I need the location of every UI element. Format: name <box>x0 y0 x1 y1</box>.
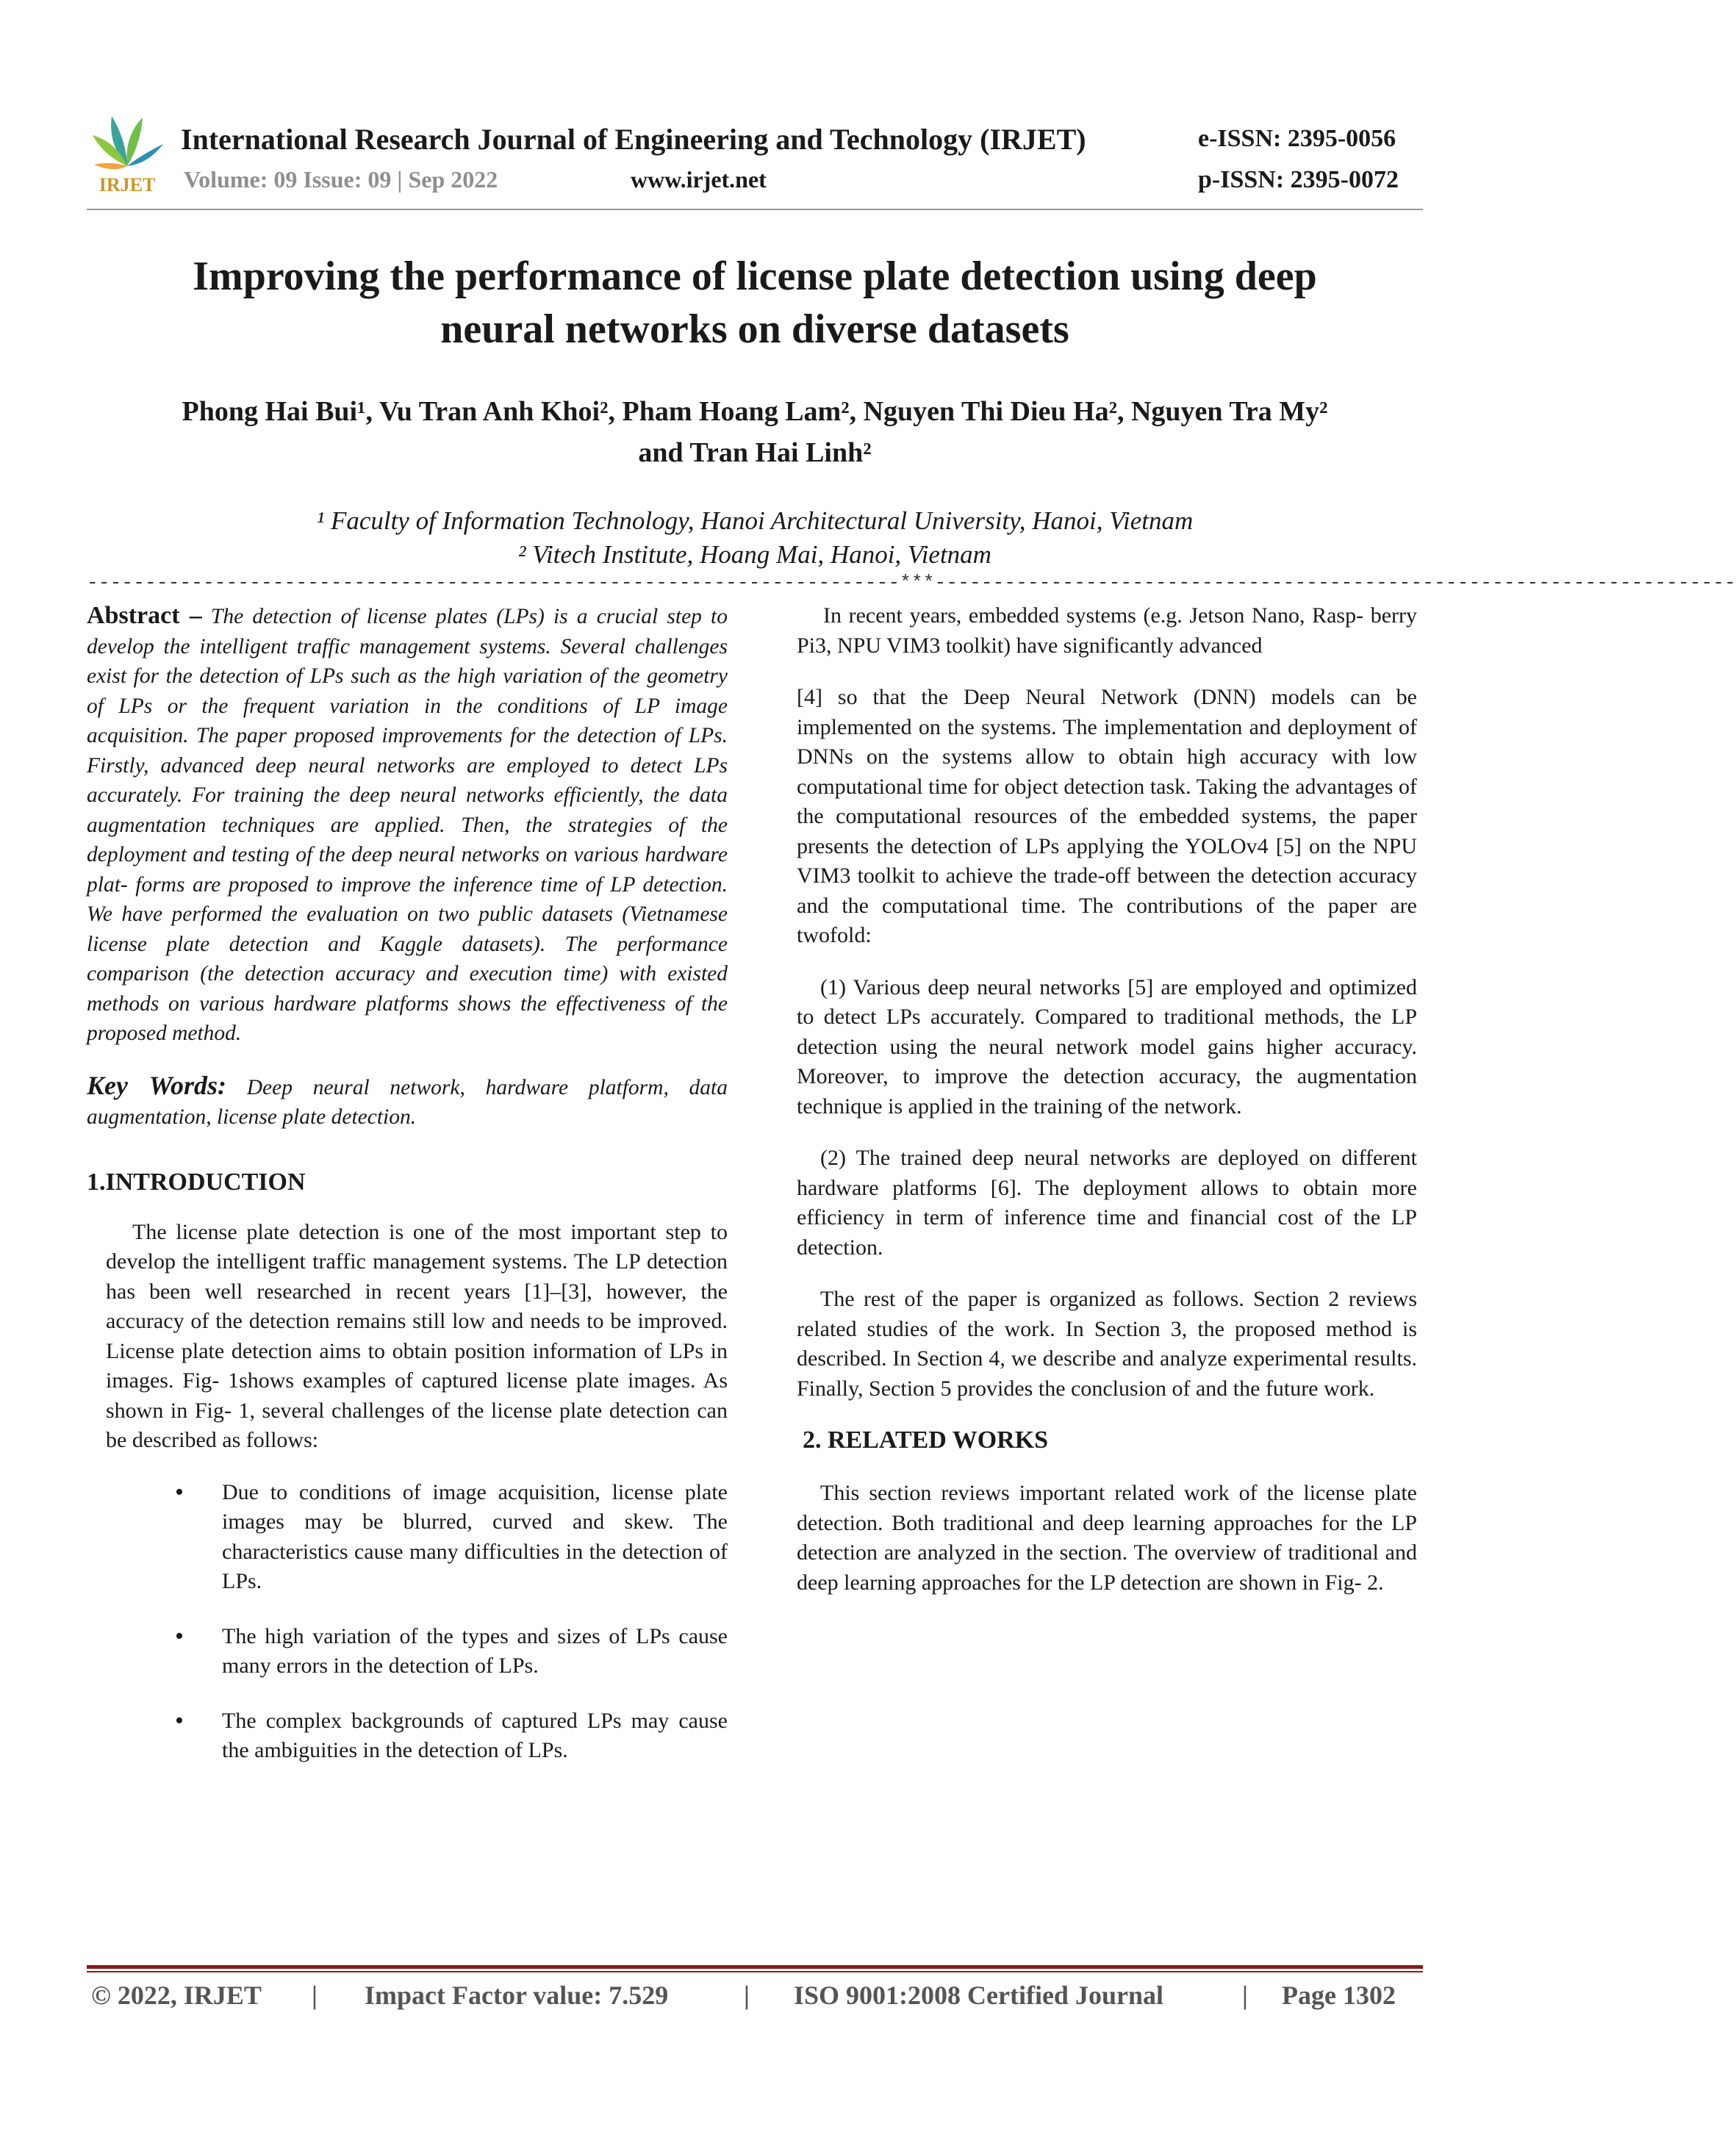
abstract-label: Abstract – <box>87 602 202 629</box>
footer-divider: | <box>312 1981 318 2010</box>
introduction-heading: 1.INTRODUCTION <box>87 1168 306 1196</box>
abstract-text: The detection of license plates (LPs) is a crucial step to develop the intelligent traffic management systems. Several challenges exist for the detection of LPs such as the high variation of the geometry of LPs or the frequent variation in the conditions of LP image acquisition. The paper proposed improvements for the detection of LPs. Firstly, advanced deep neural networks are employed to detect LPs accurately. For training the deep neural networks efficiently, the data augmentation techniques are applied. Then, the strategies of the deployment and testing of the deep neural networks on various hardware plat- forms are proposed to improve the inference time of LP detection. We have performed the evaluation on two public datasets (Vietnamese license plate detection and Kaggle datasets). The performance comparison (the detection accuracy and execution time) with existed methods on various hardware platforms shows the effectiveness of the proposed method. <box>87 605 728 1045</box>
keywords-label: Key Words: <box>87 1070 227 1100</box>
left-column <box>87 601 728 1791</box>
paragraph-contribution-1: (1) Various deep neural networks [5] are employed and optimized to detect LPs accurately. Compared to traditional methods, the LP detection using the neural network model gains higher accuracy. Moreover, to improve the detection accuracy, the augmentation technique is applied in the training of the network. <box>797 974 1417 1119</box>
irjet-logo <box>87 109 168 197</box>
paragraph-organization: The rest of the paper is organized as follows. Section 2 reviews related studies of the work. In Section 3, the proposed method is described. In Section 4, we describe and analyze experimental results. Finally, Section 5 provides the conclusion of and the future work. <box>797 1287 1417 1401</box>
journal-website: www.irjet.net <box>631 166 767 193</box>
right-column <box>797 601 1417 1598</box>
leaf-icon <box>93 116 163 169</box>
introduction-paragraph: The license plate detection is one of the most important step to develop the intelligent traffic management systems. The LP detection has been well researched in recent years [1]–[3], however, the accuracy of the detection remains still low and needs to be improved. License plate detection aims to obtain position information of LPs in images. Fig- 1shows examples of captured license plate images. As shown in Fig- 1, several challenges of the license plate detection can be described as follows: <box>106 1219 728 1452</box>
footer-impact-factor: Impact Factor value: 7.529 <box>365 1981 669 2010</box>
affiliation-1: ¹ Faculty of Information Technology, Hanoi Architectural University, Hanoi, Vietnam <box>316 506 1194 535</box>
keywords-text: Deep neural network, hardware platform, data augmentation, license plate detection. <box>87 1075 728 1129</box>
paragraph-contribution-2: (2) The trained deep neural networks are deployed on different hardware platforms [6]. The deployment allows to obtain more efficiency in term of inference time and financial cost of the LP detection. <box>797 1146 1417 1260</box>
paragraph-embedded-systems: In recent years, embedded systems (e.g. Jetson Nano, Rasp- berry Pi3, NPU VIM3 toolkit) have significantly advanced <box>797 603 1417 658</box>
authors-line-1: Phong Hai Bui¹, Vu Tran Anh Khoi², Pham Hoang Lam², Nguyen Thi Dieu Ha², Nguyen Tra My² <box>182 396 1328 427</box>
affiliation-2: ² Vitech Institute, Hoang Mai, Hanoi, Vietnam <box>518 540 991 569</box>
paragraph-related-works: This section reviews important related work of the license plate detection. Both traditional and deep learning approaches for the LP detection are analyzed in the section. The overview of traditional and deep learning approaches for the LP detection are shown in Fig- 2. <box>797 1481 1417 1595</box>
list-item: • Due to conditions of image acquisition, license plate images may be blurred, curved and skew. The characteristics cause many difficulties in the detection of LPs. <box>222 1478 728 1597</box>
abstract <box>87 601 728 1049</box>
volume-issue: Volume: 09 Issue: 09 | Sep 2022 <box>184 166 498 193</box>
title-line-1: Improving the performance of license plate detection using deep <box>193 254 1317 299</box>
footer-divider: | <box>744 1981 750 2010</box>
list-item: • The complex backgrounds of captured LPs may cause the ambiguities in the detection of LPs. <box>222 1706 728 1766</box>
challenges-list <box>87 1478 728 1766</box>
e-issn: e-ISSN: 2395-0056 <box>1198 125 1396 152</box>
paper-title <box>87 250 1423 356</box>
affiliations <box>87 504 1423 572</box>
footer-rule-thin <box>87 1971 1423 1972</box>
page-number: Page 1302 <box>1282 1981 1396 2010</box>
footer-rule-thick <box>87 1965 1423 1969</box>
footer-divider: | <box>1242 1981 1248 2010</box>
p-issn: p-ISSN: 2395-0072 <box>1198 166 1399 193</box>
related-works-heading: 2. RELATED WORKS <box>803 1426 1049 1454</box>
keywords <box>87 1071 728 1132</box>
header-divider <box>87 209 1423 210</box>
list-item: • The high variation of the types and sizes of LPs cause many errors in the detection of LPs. <box>222 1622 728 1681</box>
journal-title: International Research Journal of Engineering and Technology (IRJET) <box>181 123 1086 156</box>
footer-iso: ISO 9001:2008 Certified Journal <box>794 1981 1163 2010</box>
title-line-2: neural networks on diverse datasets <box>440 306 1069 352</box>
section-separator: ----------------------------------------------------------------------***--------------------------------------------------------------------- <box>87 572 1736 594</box>
authors-line-2: and Tran Hai Linh² <box>638 437 872 468</box>
logo-text: IRJET <box>98 174 156 195</box>
author-list <box>87 391 1423 473</box>
footer-copyright: © 2022, IRJET <box>91 1981 262 2010</box>
paragraph-dnn: [4] so that the Deep Neural Network (DNN) models can be implemented on the systems. The implementation and deployment of DNNs on the systems allow to obtain high accuracy with low computational time for object detection task. Taking the advantages of the computational resources of the embedded systems, the paper presents the detection of LPs applying the YOLOv4 [5] on the NPU VIM3 toolkit to achieve the trade-off between the detection accuracy and the computational time. The contributions of the paper are twofold: <box>797 685 1417 947</box>
